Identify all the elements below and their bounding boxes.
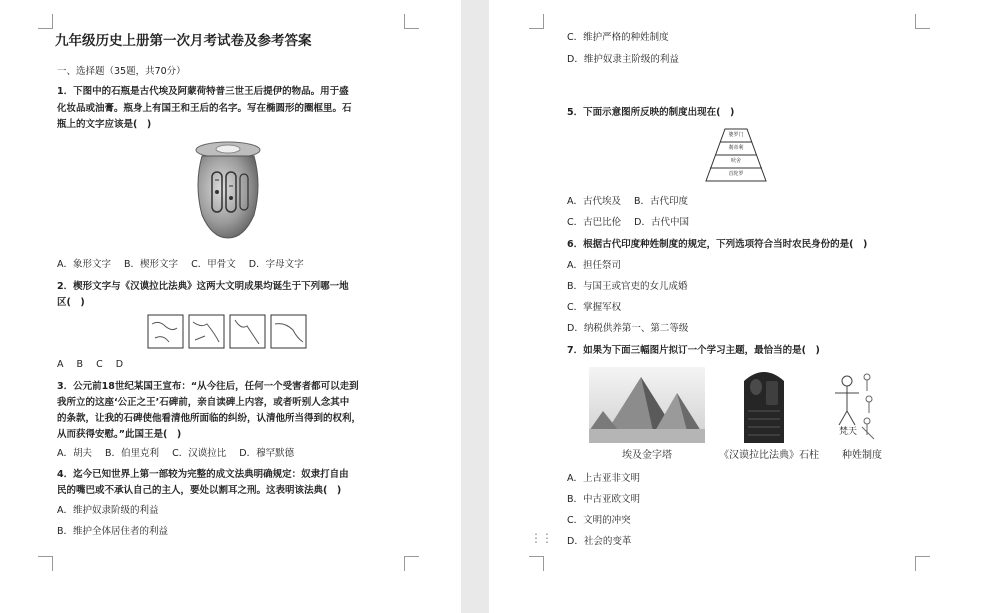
crop-mark	[915, 556, 930, 571]
pyramid-tier: 首陀罗	[728, 171, 744, 177]
q2-line: 2．楔形文字与《汉谟拉比法典》这两大文明成果均诞生于下列哪一地	[57, 281, 349, 292]
crop-mark	[404, 556, 419, 571]
q3-option[interactable]: B．伯里克利	[105, 448, 160, 459]
q1-option[interactable]: C．甲骨文	[191, 259, 236, 270]
q3-option[interactable]: D．穆罕默德	[239, 448, 295, 459]
q7-caption-pyramids: 埃及金字塔	[622, 450, 672, 461]
q6-option[interactable]: A．担任祭司	[567, 260, 621, 271]
q4-option[interactable]: A．维护奴隶阶级的利益	[57, 505, 159, 516]
q1-option[interactable]: A．象形文字	[57, 259, 111, 270]
q5-option[interactable]: D．古代中国	[634, 217, 689, 228]
q7-caption-caste: 种姓制度	[842, 450, 882, 461]
page-right	[489, 0, 997, 613]
q7-option[interactable]: B．中古亚欧文明	[567, 494, 641, 505]
q4-line: 4．迄今已知世界上第一部较为完整的成文法典明确规定：奴隶打自由	[57, 469, 349, 480]
q2-line: 区( )	[57, 297, 85, 308]
q6-line: 6．根据古代印度种姓制度的规定，下列选项符合当时农民身份的是( )	[567, 239, 868, 250]
q7-caption-stele: 《汉谟拉比法典》石柱	[719, 450, 819, 461]
section-heading: 一、选择题（35题，共70分）	[57, 66, 186, 77]
q3-line: 从而获得安慰。”此国王是( )	[57, 429, 182, 440]
crop-mark	[529, 14, 544, 29]
q6-option[interactable]: D．纳税供养第一、第二等级	[567, 323, 689, 334]
q3-line: 我所立的这座‘公正之王’石碑前，亲自读碑上内容，或者听别人念其中	[57, 397, 350, 408]
q7-line: 7．如果为下面三幅图片拟订一个学习主题，最恰当的是( )	[567, 345, 820, 356]
q7-option[interactable]: C．文明的冲突	[567, 515, 631, 526]
q5-option[interactable]: B．古代印度	[634, 196, 689, 207]
q3-line: 的条款，让我的石碑使他看清他所面临的纠纷，认清他所当得到的权利，	[57, 413, 362, 424]
pyramid-tier: 刹帝利	[728, 145, 744, 151]
q4-option[interactable]: D．维护奴隶主阶级的利益	[567, 54, 679, 65]
q6-option[interactable]: C．掌握军权	[567, 302, 622, 313]
crop-mark	[404, 14, 419, 29]
q2-option[interactable]: D	[115, 359, 124, 370]
q7-option[interactable]: A．上古亚非文明	[567, 473, 640, 484]
q6-option[interactable]: B．与国王或官吏的女儿成婚	[567, 281, 688, 292]
q1-line: 1．下图中的石瓶是古代埃及阿蒙荷特普三世王后提伊的物品。用于盛	[57, 86, 349, 97]
pyramid-tier: 婆罗门	[728, 132, 744, 138]
region-maps-image	[147, 314, 307, 350]
q1-option[interactable]: B．楔形文字	[124, 259, 179, 270]
q1-line: 化妆品或油膏。瓶身上有国王和王后的名字。写在椭圆形的圈框里。石	[57, 103, 352, 114]
q1-option[interactable]: D．字母文字	[248, 259, 304, 270]
q3-option[interactable]: C．汉谟拉比	[172, 448, 227, 459]
q2-option[interactable]: B	[76, 359, 84, 370]
q3-line: 3．公元前18世纪某国王宣布：“从今往后，任何一个受害者都可以走到	[57, 381, 359, 392]
q4-option[interactable]: B．维护全体居住者的利益	[57, 526, 169, 537]
stone-jar-image	[188, 140, 268, 240]
q4-line: 民的嘴巴或不承认自己的主人，要处以割耳之刑。这表明该法典( )	[57, 485, 342, 496]
page-left	[0, 0, 461, 613]
q5-option[interactable]: A．古代埃及	[567, 196, 621, 207]
q4-option[interactable]: C．维护严格的种姓制度	[567, 32, 669, 43]
q2-option[interactable]: C	[96, 359, 103, 370]
pyramid-tier: 吠舍	[730, 158, 741, 164]
crop-mark	[915, 14, 930, 29]
crop-mark	[38, 14, 53, 29]
crop-mark	[529, 556, 544, 571]
document-title: 九年级历史上册第一次月考试卷及参考答案	[55, 33, 312, 49]
hammurabi-stele-photo	[736, 367, 792, 443]
q3-option[interactable]: A．胡夫	[57, 448, 92, 459]
crop-mark	[38, 556, 53, 571]
pyramids-photo	[589, 367, 705, 443]
caste-pyramid-diagram	[705, 128, 767, 182]
q1-line: 瓶上的文字应该是( )	[57, 119, 152, 130]
q5-line: 5．下面示意图所反映的制度出现在( )	[567, 107, 735, 118]
q7-option[interactable]: D．社会的变革	[567, 536, 632, 547]
q7-figure-label: 梵天	[839, 427, 858, 437]
q2-option[interactable]: A	[57, 359, 64, 370]
q5-option[interactable]: C．古巴比伦	[567, 217, 622, 228]
drag-handle-icon[interactable]: ⋮⋮	[530, 531, 552, 545]
